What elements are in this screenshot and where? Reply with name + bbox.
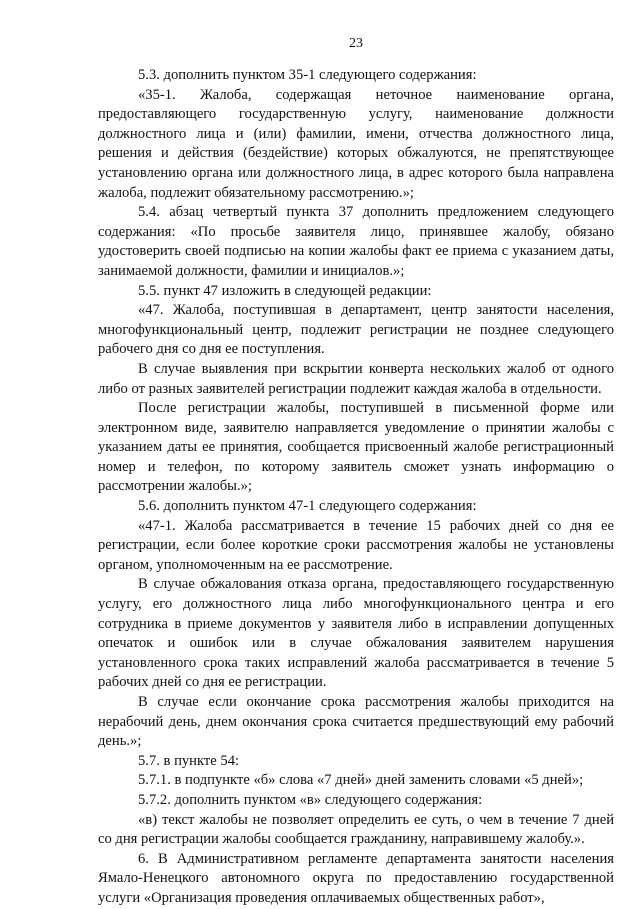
paragraph: В случае выявления при вскрытии конверта нескольких жалоб от одного либо от разных заявителей регистрации подлежит каждая жалоба в отдельности. (98, 360, 614, 397)
paragraph: 5.7.2. дополнить пунктом «в» следующего содержания: (138, 791, 483, 808)
paragraph: «35-1. Жалоба, содержащая неточное наименование органа, предоставляющего государственную услугу, наименование должности должностного лица и (или) фамилии, имени, отчества должностного лица, решения и действия (бездействие) которых обжалуются, не препятствующее установлению органа или должностного лица, в адрес которого была направлена жалоба, подлежит обязательному рассмотрению.»; (98, 86, 614, 201)
paragraph: 5.7. в пункте 54: (138, 752, 240, 769)
paragraph: 6. В Административном регламенте департамента занятости населения Ямало-Ненецкого автономного округа по предоставлению государственной услуги «Организация проведения оплачиваемых общественных работ», (98, 850, 614, 906)
paragraph: 5.7.1. в подпункте «б» слова «7 дней» дней заменить словами «5 дней»; (138, 772, 584, 789)
paragraph: 5.6. дополнить пунктом 47-1 следующего содержания: (138, 498, 477, 515)
paragraph: «47-1. Жалоба рассматривается в течение 15 рабочих дней со дня ее регистрации, если более короткие сроки рассмотрения жалобы не установлены органом, уполномоченным на ее рассмотрение. (98, 517, 614, 573)
paragraph: После регистрации жалобы, поступившей в письменной форме или электронном виде, заявителю направляется уведомление о принятии жалобы с указанием даты ее принятия, сообщается присвоенный жалобе регистрационный номер и телефон, по которому заявитель сможет узнать информацию о рассмотрении жалобы.»; (98, 400, 614, 495)
paragraph: 5.4. абзац четвертый пункта 37 дополнить предложением следующего содержания: «По просьбе заявителя лицо, принявшее жалобу, обязано удостоверить своей подписью на копии жалобы факт ее приема с указанием даты, занимаемой должности, фамилии и инициалов.»; (98, 204, 614, 279)
paragraph: 5.5. пункт 47 изложить в следующей редакции: (138, 282, 432, 299)
document-body (98, 66, 614, 909)
paragraph: «в) текст жалобы не позволяет определить ее суть, о чем в течение 7 дней со дня регистрации жалобы сообщается гражданину, направившему жалобу.». (98, 811, 614, 848)
paragraph: В случае если окончание срока рассмотрения жалобы приходится на нерабочий день, днем окончания срока считается предшествующий ему рабочий день.»; (98, 694, 614, 750)
paragraph: «47. Жалоба, поступившая в департамент, центр занятости населения, многофункциональный центр, подлежит регистрации не позднее следующего рабочего дня со дня ее поступления. (98, 302, 614, 358)
paragraph: 5.3. дополнить пунктом 35-1 следующего содержания: (138, 67, 477, 83)
page-number: 23 (349, 36, 363, 51)
paragraph: В случае обжалования отказа органа, предоставляющего государственную услугу, его должностного лица либо многофункционального центра и его сотрудника в приеме документов у заявителя либо в исправлении допущенных опечаток и ошибок или в случае обжалования заявителем нарушения установленного срока таких исправлений жалоба рассматривается в течение 5 рабочих дней со дня ее регистрации. (98, 576, 614, 691)
